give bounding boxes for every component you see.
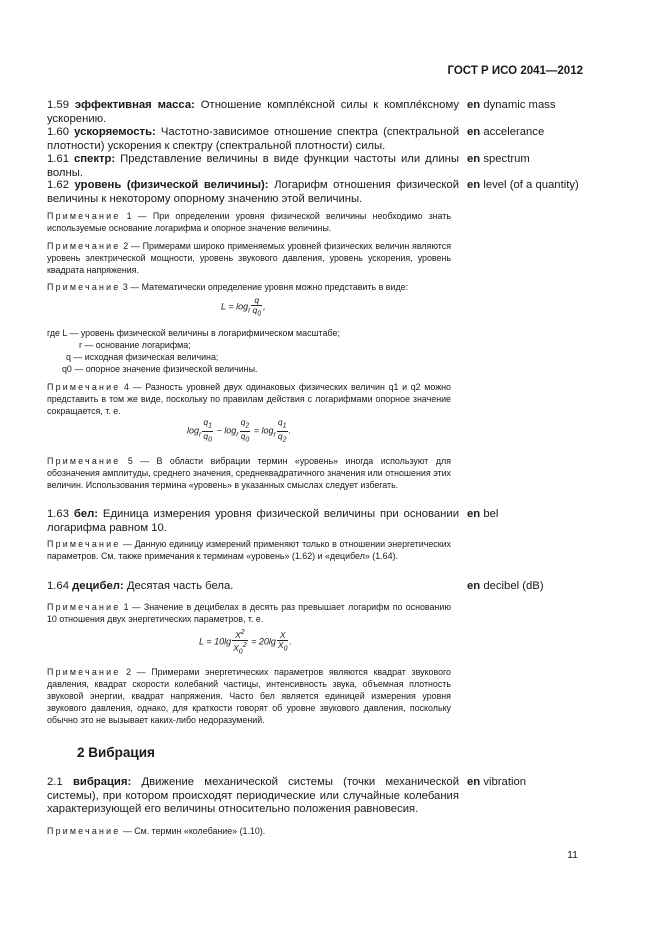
note: Примечание 3 — Математически определение уровня можно представить в виде:	[47, 282, 409, 292]
where-line: q0 — опорное значение физической величины.	[62, 364, 258, 374]
where-line: q — исходная физическая величина;	[66, 352, 219, 362]
section-title: 2 Вибрация	[77, 745, 155, 760]
formula-level: $L = \log_r$ $\frac{q}{q_0}$ ,	[221, 295, 266, 318]
term-entry: 1.63 бел: Единица измерения уровня физической величины при основании логарифма равном 10. en bel	[47, 508, 499, 534]
term-entry: 1.64 децибел: Десятая часть бела. en decibel (dB)	[47, 580, 544, 592]
note: Примечание 4 — Разность уровней двух одинаковых физических величин q1 и q2 можно представить в том же виде, поскольку по правилам действия с логарифмами опорное значение сокращается, т. е.	[47, 382, 451, 416]
formula-level-difference: $\log_r$ $\frac{q_1}{q_0}$ − $\log_r$ $\frac{q_2}{q_0}$ = $\log_r$ $\frac{q_1}{q_2}$ .	[187, 417, 292, 444]
term-entry: 1.59 эффективная масса: Отношение компле́ксной силы к компле́ксному ускорению. en dynamic mass	[47, 99, 556, 125]
term-entry: 1.62 уровень (физической величины): Логарифм отношения физической величины к некоторому опорному значению этой величины. en level (of a quantity)	[47, 179, 579, 205]
note: Примечание 1 — При определении уровня физической величины необходимо знать используемые основание логарифма и опорное значение величины.	[47, 211, 451, 233]
where-line: r — основание логарифма;	[79, 340, 191, 350]
note: Примечание — Данную единицу измерений применяют только в отношении энергетических параметров. См. также примечания к терминам «уровень» (1.62) и «децибел» (1.64).	[47, 539, 451, 561]
where-line: где L — уровень физической величины в логарифмическом масштабе;	[47, 328, 340, 338]
page-number: 11	[567, 849, 578, 861]
note: Примечание 5 — В области вибрации термин «уровень» иногда используют для обозначения амплитуды, среднего значения, среднеквадратичного значения или отношения этих величин. Использования термина «уровень» в указанных смыслах следует избегать.	[47, 456, 451, 490]
note: Примечание 1 — Значение в децибелах в десять раз превышает логарифм по основанию 10 отношения двух энергетических параметров, т. е.	[47, 602, 451, 624]
note: Примечание — См. термин «колебание» (1.10).	[47, 826, 266, 836]
term-entry: 1.60 ускоряемость: Частотно-зависимое отношение спектра (спектральной плотности) ускорения к спектру (спектральной плотности) силы. en accelerance	[47, 126, 545, 152]
standard-header: ГОСТ Р ИСО 2041—2012	[447, 65, 583, 77]
formula-decibel: L = 10lg $\frac{X^2}{X_0^2}$ = 20lg $\frac{X}{X_0}$ .	[199, 629, 292, 656]
note: Примечание 2 — Примерами энергетических параметров являются квадрат звукового давления, квадрат скорости колебаний частицы, интенсивность звука, объемная плотность звуковой энергии, квадрат напряжения. Часто бел является единицей измерения уровня звукового давления, однако, для краткости говорят об уровне звукового давления, поскольку обычно это не вызывает каких-либо недоразумений.	[47, 667, 451, 725]
term-entry: 2.1 вибрация: Движение механической системы (точки механической системы), при котором происходят периодические или случайные колебания характеризующей его величины относительно положения равновесия. en vibration	[47, 776, 527, 816]
term-entry: 1.61 спектр: Представление величины в виде функции частоты или длины волны. en spectrum	[47, 153, 530, 179]
note: Примечание 2 — Примерами широко применяемых уровней физических величин являются уровень электрической мощности, уровень звукового давления, уровень ускорения, уровень квадрата напряжения.	[47, 241, 452, 275]
